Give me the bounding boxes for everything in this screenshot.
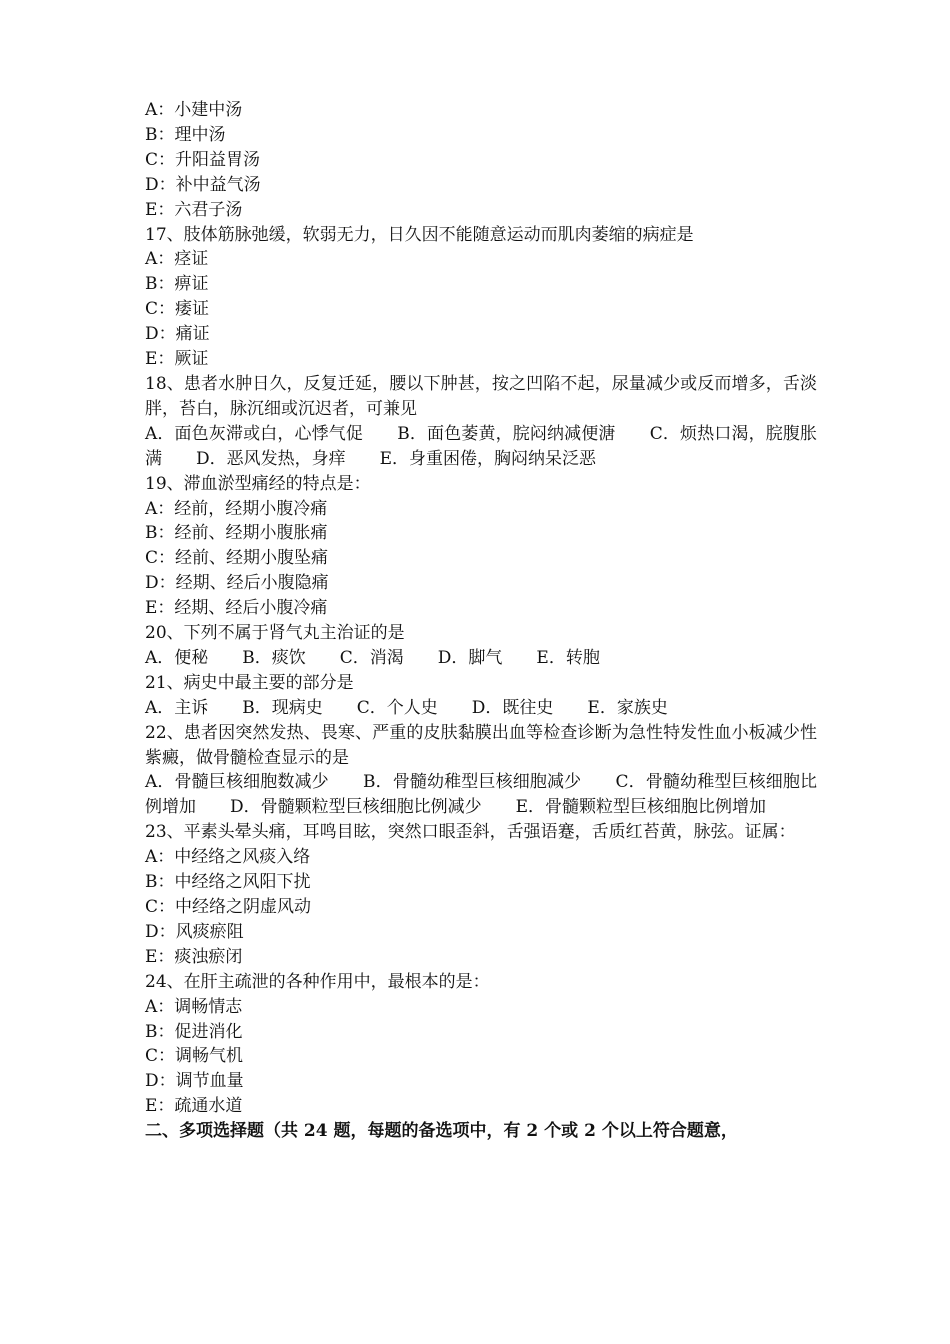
question-stem: 22、患者因突然发热、畏寒、严重的皮肤黏膜出血等检查诊断为急性特发性血小板减少性紫癜，做骨髓检查显示的是 [145,722,817,768]
options-inline: A．便秘 B．痰饮 C．消渴 D．脚气 E．转胞 [145,647,600,668]
option-a: A：小建中汤 [145,100,243,120]
option-d: D：经期、经后小腹隐痛 [145,573,329,594]
options-inline: A．面色灰滞或白，心悸气促 B．面色萎黄，脘闷纳减便溏 C．烦热口渴，脘腹胀满 D．恶风发热，身痒 E．身重困倦，胸闷纳呆泛恶 [145,423,817,469]
option-b: B：中经络之风阳下扰 [145,872,311,893]
option-b: B：促进消化 [145,1021,243,1042]
option-a: A：调畅情志 [145,996,243,1017]
question-stem: 24、在肝主疏泄的各种作用中，最根本的是： [145,971,490,992]
question-stem: 23、平素头晕头痛，耳鸣目眩，突然口眼歪斜，舌强语蹇，舌质红苔黄，脉弦。证属： [145,822,796,843]
option-b: B：经前、经期小腹胀痛 [145,523,328,544]
option-e: E：厥证 [145,349,209,370]
question-stem: 18、患者水肿日久，反复迁延，腰以下肿甚，按之凹陷不起，尿量减少或反而增多，舌淡胖，苔白，脉沉细或沉迟者，可兼见 [145,373,817,419]
option-d: D：风痰瘀阻 [145,921,244,942]
question-stem: 19、滞血淤型痛经的特点是： [145,473,371,494]
question-stem: 20、下列不属于肾气丸主治证的是 [145,623,405,644]
option-e: E：经期、经后小腹冷痛 [145,598,328,619]
question-23 [145,820,817,969]
question-18 [145,372,817,472]
question-21 [145,671,817,721]
question-stem: 17、肢体筋脉弛缓，软弱无力，日久因不能随意运动而肌肉萎缩的病症是 [145,224,694,245]
question-22 [145,721,817,821]
option-a: A：痉证 [145,249,209,270]
option-d: D：痛证 [145,324,210,345]
option-c: C：调畅气机 [145,1046,244,1067]
option-e: E：六君子汤 [145,199,243,220]
option-b: B：理中汤 [145,124,226,145]
option-a: A：中经络之风痰入络 [145,847,311,868]
options-inline: A．主诉 B．现病史 C．个人史 D．既往史 E．家族史 [145,697,668,718]
options-inline: A．骨髓巨核细胞数减少 B．骨髓幼稚型巨核细胞减少 C．骨髓幼稚型巨核细胞比例增加 D．骨髓颗粒型巨核细胞比例减少 E．骨髓颗粒型巨核细胞比例增加 [145,772,817,818]
option-e: E：疏通水道 [145,1096,243,1117]
option-c: C：经前、经期小腹坠痛 [145,548,329,569]
question-20 [145,621,817,671]
option-d: D：补中益气汤 [145,174,261,195]
question-24 [145,970,817,1119]
option-a: A：经前，经期小腹冷痛 [145,498,328,519]
question-stem: 21、病史中最主要的部分是 [145,672,354,693]
question-17 [145,223,817,372]
q16-options [145,98,817,223]
option-c: C：中经络之阴虚风动 [145,897,312,917]
question-19 [145,472,817,621]
exam-page [145,98,817,1144]
option-e: E：痰浊瘀闭 [145,946,243,967]
option-c: C：升阳益胃汤 [145,149,261,170]
option-c: C：痿证 [145,299,210,320]
option-b: B：痹证 [145,274,209,295]
option-d: D：调节血量 [145,1071,244,1092]
section-heading: 二、多项选择题（共 24 题，每题的备选项中，有 2 个或 2 个以上符合题意， [145,1121,738,1142]
